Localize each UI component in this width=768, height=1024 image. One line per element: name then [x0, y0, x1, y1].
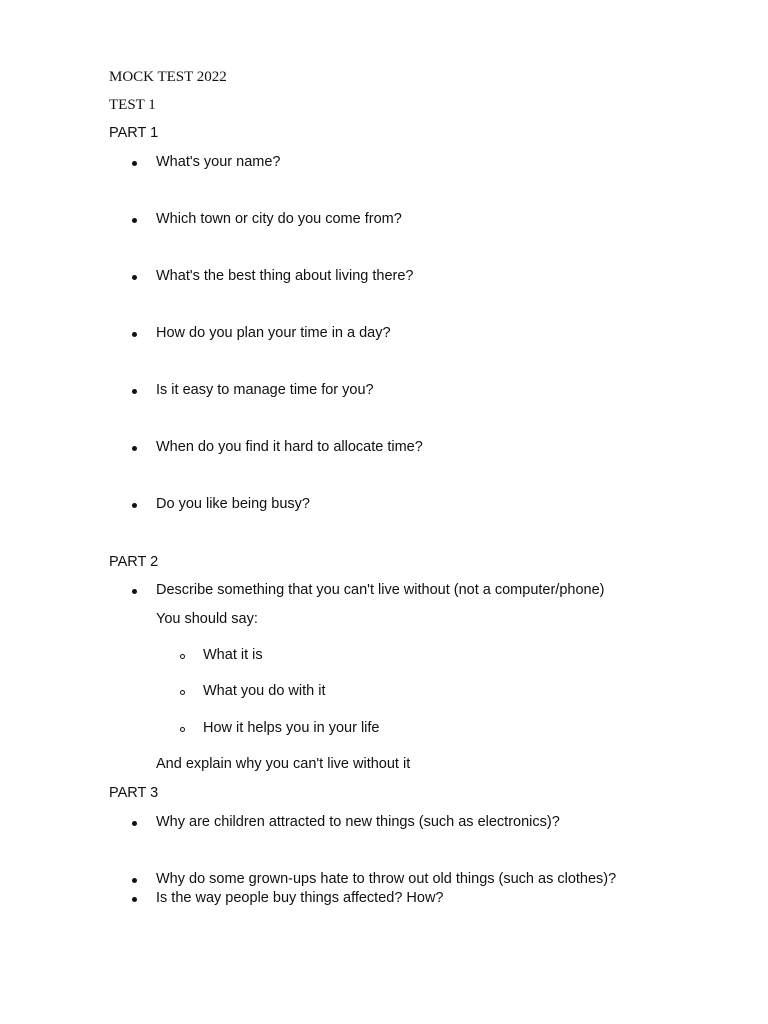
bullet-icon [132, 332, 137, 337]
bullet-icon [132, 275, 137, 280]
part1-question: Which town or city do you come from? [156, 211, 402, 227]
part1-question: How do you plan your time in a day? [156, 325, 391, 341]
bullet-icon [132, 821, 137, 826]
part2-point: What you do with it [203, 683, 326, 699]
bullet-icon [132, 446, 137, 451]
part3-question: Why do some grown-ups hate to throw out old things (such as clothes)? [156, 871, 617, 887]
part1-question: What's your name? [156, 154, 281, 170]
part2-you-should-say: You should say: [156, 611, 258, 627]
bullet-icon [132, 589, 137, 594]
part1-question: Is it easy to manage time for you? [156, 382, 374, 398]
bullet-icon [132, 218, 137, 223]
part2-explain: And explain why you can't live without it [156, 756, 411, 772]
bullet-icon [132, 389, 137, 394]
part2-prompt: Describe something that you can't live without (not a computer/phone) [156, 582, 605, 598]
sub-bullet-icon [180, 690, 185, 695]
document-title: MOCK TEST 2022 [109, 69, 227, 85]
bullet-icon [132, 161, 137, 166]
bullet-icon [132, 878, 137, 883]
part3-question: Is the way people buy things affected? How? [156, 890, 444, 906]
part1-question: When do you find it hard to allocate time? [156, 439, 423, 455]
part2-heading: PART 2 [109, 554, 159, 570]
part1-question: What's the best thing about living there? [156, 268, 414, 284]
part2-point: What it is [203, 647, 263, 663]
test-label: TEST 1 [109, 97, 156, 113]
part3-heading: PART 3 [109, 785, 159, 801]
part1-question: Do you like being busy? [156, 496, 310, 512]
bullet-icon [132, 897, 137, 902]
part1-heading: PART 1 [109, 125, 159, 141]
bullet-icon [132, 503, 137, 508]
sub-bullet-icon [180, 727, 185, 732]
sub-bullet-icon [180, 654, 185, 659]
part2-point: How it helps you in your life [203, 720, 380, 736]
part3-question: Why are children attracted to new things (such as electronics)? [156, 814, 560, 830]
